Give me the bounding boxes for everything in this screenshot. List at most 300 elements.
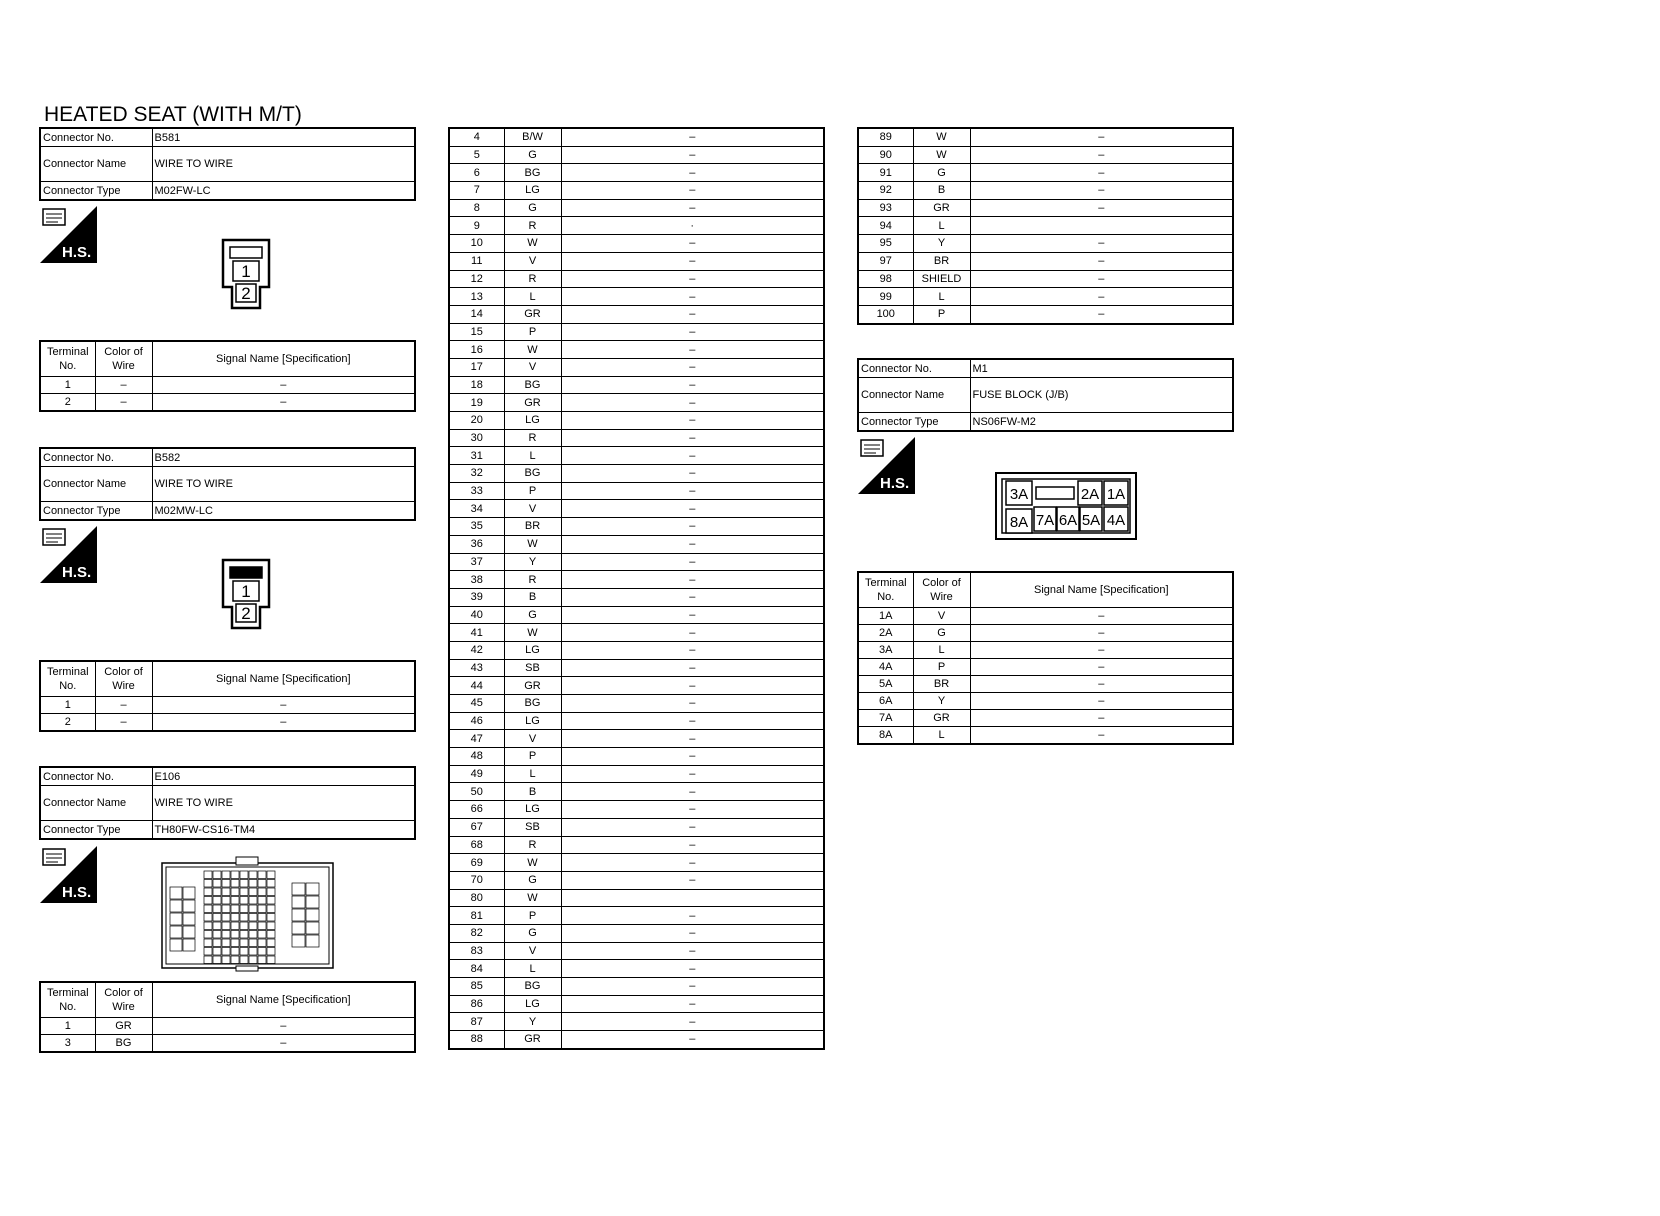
- connector-face-b581: [220, 237, 272, 311]
- wire-color: W: [504, 235, 561, 253]
- cavity: [249, 914, 257, 922]
- cavity: [240, 880, 248, 888]
- cavity: [258, 956, 266, 964]
- svg-text:2A: 2A: [1080, 486, 1100, 503]
- label-connector-no: Connector No.: [40, 767, 152, 786]
- table-row: [449, 235, 824, 253]
- terminal-no: 8A: [858, 727, 913, 745]
- cavity: [249, 939, 257, 947]
- table-row: [449, 695, 824, 713]
- header-color-of-wire: Color of Wire: [95, 661, 152, 697]
- cavity: [183, 887, 195, 899]
- signal-name: –: [561, 960, 824, 978]
- table-row: [858, 270, 1233, 288]
- wire-color: P: [504, 748, 561, 766]
- signal-name: –: [970, 128, 1233, 146]
- connector-name-value: FUSE BLOCK (J/B): [970, 378, 1233, 413]
- signal-name: –: [152, 1035, 415, 1053]
- terminal-no: 6: [449, 164, 504, 182]
- wire-color: GR: [95, 1018, 152, 1035]
- harness-side-icon: [858, 437, 915, 494]
- wire-color: Y: [504, 1013, 561, 1031]
- terminal-no: 69: [449, 854, 504, 872]
- connector-name-value: WIRE TO WIRE: [152, 467, 415, 502]
- signal-name: –: [561, 677, 824, 695]
- terminal-no: 94: [858, 217, 913, 235]
- header-signal-name: Signal Name [Specification]: [152, 982, 415, 1018]
- signal-name: ·: [561, 217, 824, 235]
- cavity: [222, 922, 230, 930]
- cavity: [231, 939, 239, 947]
- wire-color: GR: [504, 677, 561, 695]
- signal-name: –: [561, 394, 824, 412]
- wire-color: –: [95, 377, 152, 394]
- terminal-no: 31: [449, 447, 504, 465]
- connector-face-e106: [160, 855, 335, 972]
- cavity: [249, 880, 257, 888]
- table-row: [858, 199, 1233, 217]
- svg-text:H.S.: H.S.: [62, 564, 92, 581]
- signal-name: –: [561, 146, 824, 164]
- wire-color: B: [504, 783, 561, 801]
- terminal-no: 2: [40, 714, 95, 732]
- terminal-no: 92: [858, 182, 913, 200]
- table-row: [858, 128, 1233, 146]
- terminal-no: 12: [449, 270, 504, 288]
- wire-color: W: [504, 854, 561, 872]
- wire-color: GR: [913, 710, 970, 727]
- wire-color: Y: [913, 235, 970, 253]
- wire-color: L: [913, 217, 970, 235]
- terminal-no: 14: [449, 305, 504, 323]
- svg-text:1: 1: [241, 262, 251, 281]
- signal-name: –: [970, 676, 1233, 693]
- cavity: [306, 935, 319, 947]
- signal-name: –: [561, 571, 824, 589]
- signal-name: –: [561, 765, 824, 783]
- wire-color: L: [504, 447, 561, 465]
- wire-color: W: [913, 128, 970, 146]
- svg-text:H.S.: H.S.: [62, 884, 92, 901]
- terminal-no: 43: [449, 659, 504, 677]
- cavity: [231, 948, 239, 956]
- page-title: HEATED SEAT (WITH M/T): [44, 103, 302, 126]
- harness-side-icon: [40, 526, 97, 583]
- signal-name: –: [152, 697, 415, 714]
- cavity: [231, 880, 239, 888]
- cavity: [249, 948, 257, 956]
- label-connector-no: Connector No.: [40, 128, 152, 147]
- wire-color: W: [504, 889, 561, 907]
- label-connector-no: Connector No.: [858, 359, 970, 378]
- cavity: [222, 897, 230, 905]
- signal-name: [970, 217, 1233, 235]
- cavity: [258, 888, 266, 896]
- terminal-no: 2: [40, 394, 95, 412]
- header-terminal-no: Terminal No.: [40, 982, 95, 1018]
- terminal-no: 3: [40, 1035, 95, 1053]
- table-row: [449, 447, 824, 465]
- terminal-no: 20: [449, 412, 504, 430]
- svg-text:2: 2: [241, 284, 251, 303]
- signal-name: –: [970, 727, 1233, 745]
- table-row: [449, 128, 824, 146]
- wire-color: L: [913, 642, 970, 659]
- wire-color: LG: [504, 995, 561, 1013]
- cavity: [222, 948, 230, 956]
- cavity: [222, 931, 230, 939]
- table-row: [449, 659, 824, 677]
- table-row: [449, 624, 824, 642]
- terminal-no: 7: [449, 182, 504, 200]
- terminal-no: 36: [449, 535, 504, 553]
- table-row: [449, 199, 824, 217]
- terminal-no: 7A: [858, 710, 913, 727]
- table-row: [858, 625, 1233, 642]
- table-row: [449, 518, 824, 536]
- signal-name: –: [970, 146, 1233, 164]
- signal-name: –: [561, 836, 824, 854]
- cavity: [222, 956, 230, 964]
- signal-name: –: [561, 182, 824, 200]
- cavity: [222, 888, 230, 896]
- terminal-no: 90: [858, 146, 913, 164]
- cavity: [170, 913, 182, 925]
- svg-text:1A: 1A: [1106, 486, 1126, 503]
- signal-name: –: [970, 659, 1233, 676]
- table-row: [449, 341, 824, 359]
- cavity: [267, 880, 275, 888]
- table-row: [858, 235, 1233, 253]
- cavity: [222, 880, 230, 888]
- svg-text:2: 2: [241, 604, 251, 623]
- table-row: [449, 641, 824, 659]
- cavity: [267, 888, 275, 896]
- wire-color: BR: [913, 252, 970, 270]
- signal-name: –: [152, 1018, 415, 1035]
- wire-color: V: [504, 730, 561, 748]
- wire-color: V: [504, 358, 561, 376]
- signal-name: –: [561, 801, 824, 819]
- connector-no-value: E106: [152, 767, 415, 786]
- terminal-no: 4: [449, 128, 504, 146]
- wire-color: L: [913, 727, 970, 745]
- table-row: [449, 252, 824, 270]
- wire-color: G: [504, 924, 561, 942]
- wire-color: BG: [504, 164, 561, 182]
- terminal-no: 93: [858, 199, 913, 217]
- terminal-no: 1: [40, 1018, 95, 1035]
- signal-name: –: [561, 358, 824, 376]
- cavity: [267, 871, 275, 879]
- label-connector-name: Connector Name: [40, 786, 152, 821]
- cavity: [258, 880, 266, 888]
- cavity: [292, 883, 305, 895]
- wire-color: LG: [504, 182, 561, 200]
- wire-color: GR: [913, 199, 970, 217]
- cavity: [204, 939, 212, 947]
- table-row: [858, 305, 1233, 323]
- terminal-no: 1A: [858, 608, 913, 625]
- table-row: [449, 1031, 824, 1049]
- wire-color: SB: [504, 659, 561, 677]
- signal-name: –: [561, 500, 824, 518]
- cavity: [306, 909, 319, 921]
- signal-name: –: [152, 377, 415, 394]
- cavity: [258, 948, 266, 956]
- terminal-no: 38: [449, 571, 504, 589]
- table-row: [858, 710, 1233, 727]
- cavity: [306, 896, 319, 908]
- signal-name: –: [970, 235, 1233, 253]
- table-row: [449, 1013, 824, 1031]
- table-row: [858, 676, 1233, 693]
- cavity: [170, 887, 182, 899]
- wire-color: GR: [504, 394, 561, 412]
- signal-name: –: [561, 128, 824, 146]
- table-row: [449, 465, 824, 483]
- header-signal-name: Signal Name [Specification]: [152, 341, 415, 377]
- wire-color: BG: [95, 1035, 152, 1053]
- cavity: [213, 897, 221, 905]
- wire-color: G: [504, 146, 561, 164]
- signal-name: –: [561, 553, 824, 571]
- cavity: [213, 956, 221, 964]
- terminal-no: 88: [449, 1031, 504, 1049]
- terminal-no: 49: [449, 765, 504, 783]
- cavity: [306, 883, 319, 895]
- signal-name: –: [561, 323, 824, 341]
- signal-name: –: [561, 730, 824, 748]
- table-row: [858, 642, 1233, 659]
- harness-side-icon: [40, 206, 97, 263]
- table-row: [449, 164, 824, 182]
- terminal-no: 34: [449, 500, 504, 518]
- signal-name: –: [561, 270, 824, 288]
- cavity: [213, 905, 221, 913]
- cavity: [183, 913, 195, 925]
- cavity: [213, 888, 221, 896]
- header-signal-name: Signal Name [Specification]: [970, 572, 1233, 608]
- terminal-no: 82: [449, 924, 504, 942]
- signal-name: –: [561, 641, 824, 659]
- cavity: [267, 905, 275, 913]
- table-row: [449, 907, 824, 925]
- wire-color: GR: [504, 1031, 561, 1049]
- header-color-of-wire: Color of Wire: [95, 982, 152, 1018]
- table-row: [449, 358, 824, 376]
- cavity: [267, 914, 275, 922]
- table-row: [858, 727, 1233, 745]
- wire-color: R: [504, 836, 561, 854]
- cavity: [240, 905, 248, 913]
- terminal-no: 39: [449, 588, 504, 606]
- table-row: [858, 608, 1233, 625]
- signal-name: –: [970, 608, 1233, 625]
- wire-color: R: [504, 571, 561, 589]
- cavity: [231, 888, 239, 896]
- wire-color: L: [913, 288, 970, 306]
- cavity: [306, 922, 319, 934]
- cavity: [170, 900, 182, 912]
- signal-name: –: [561, 942, 824, 960]
- header-terminal-no: Terminal No.: [40, 341, 95, 377]
- wire-color: G: [913, 625, 970, 642]
- wire-color: R: [504, 429, 561, 447]
- wire-color: GR: [504, 305, 561, 323]
- connector-type-value: TH80FW-CS16-TM4: [152, 821, 415, 840]
- cavity: [204, 931, 212, 939]
- terminal-no: 19: [449, 394, 504, 412]
- signal-name: –: [970, 305, 1233, 323]
- cavity: [240, 914, 248, 922]
- terminal-no: 89: [858, 128, 913, 146]
- table-row: [449, 571, 824, 589]
- terminal-no: 9: [449, 217, 504, 235]
- wire-color: LG: [504, 801, 561, 819]
- label-connector-type: Connector Type: [40, 502, 152, 521]
- signal-name: –: [970, 199, 1233, 217]
- wire-color: P: [913, 305, 970, 323]
- signal-name: –: [561, 695, 824, 713]
- terminal-no: 35: [449, 518, 504, 536]
- header-signal-name: Signal Name [Specification]: [152, 661, 415, 697]
- signal-name: –: [561, 465, 824, 483]
- connector-no-value: M1: [970, 359, 1233, 378]
- terminal-no: 6A: [858, 693, 913, 710]
- cavity: [267, 948, 275, 956]
- terminal-no: 98: [858, 270, 913, 288]
- signal-name: –: [152, 714, 415, 732]
- table-row: [449, 146, 824, 164]
- table-row: [449, 482, 824, 500]
- signal-name: –: [561, 854, 824, 872]
- wire-color: Y: [504, 553, 561, 571]
- table-row: [449, 854, 824, 872]
- wire-color: BG: [504, 978, 561, 996]
- signal-name: –: [970, 182, 1233, 200]
- connector-no-value: B582: [152, 448, 415, 467]
- wire-color: BR: [913, 676, 970, 693]
- signal-name: –: [970, 642, 1233, 659]
- wire-color: LG: [504, 712, 561, 730]
- cavity: [240, 871, 248, 879]
- wire-color: P: [504, 482, 561, 500]
- wire-color: W: [504, 341, 561, 359]
- cavity: [170, 926, 182, 938]
- wire-color: R: [504, 270, 561, 288]
- connector-type-value: M02MW-LC: [152, 502, 415, 521]
- terminal-no: 16: [449, 341, 504, 359]
- terminal-no: 44: [449, 677, 504, 695]
- signal-name: –: [970, 625, 1233, 642]
- cavity: [267, 897, 275, 905]
- table-row: [858, 693, 1233, 710]
- signal-name: –: [561, 199, 824, 217]
- wire-color: SHIELD: [913, 270, 970, 288]
- label-connector-name: Connector Name: [858, 378, 970, 413]
- terminal-no: 42: [449, 641, 504, 659]
- wire-color: LG: [504, 641, 561, 659]
- terminal-table-m1: [857, 571, 1234, 745]
- wire-color: W: [504, 624, 561, 642]
- terminal-no: 3A: [858, 642, 913, 659]
- cavity: [204, 897, 212, 905]
- wire-color: Y: [913, 693, 970, 710]
- table-row: [449, 288, 824, 306]
- signal-name: –: [561, 341, 824, 359]
- table-row: [858, 659, 1233, 676]
- cavity: [240, 948, 248, 956]
- cavity: [170, 939, 182, 951]
- terminal-no: 46: [449, 712, 504, 730]
- cavity: [204, 956, 212, 964]
- connector-no-value: B581: [152, 128, 415, 147]
- table-row: [449, 270, 824, 288]
- terminal-no: 50: [449, 783, 504, 801]
- terminal-no: 84: [449, 960, 504, 978]
- wire-color: P: [504, 323, 561, 341]
- terminal-no: 67: [449, 818, 504, 836]
- cavity: [267, 931, 275, 939]
- terminal-no: 17: [449, 358, 504, 376]
- table-row: [449, 765, 824, 783]
- cavity: [213, 914, 221, 922]
- signal-name: –: [561, 412, 824, 430]
- signal-name: –: [561, 164, 824, 182]
- signal-name: –: [561, 376, 824, 394]
- cavity: [231, 922, 239, 930]
- svg-text:3A: 3A: [1009, 486, 1029, 503]
- wire-color: L: [504, 960, 561, 978]
- harness-side-icon: [40, 846, 97, 903]
- cavity: [258, 897, 266, 905]
- wire-color: P: [913, 659, 970, 676]
- connector-info-m1: [857, 358, 1234, 432]
- cavity: [249, 905, 257, 913]
- terminal-no: 2A: [858, 625, 913, 642]
- signal-name: –: [152, 394, 415, 412]
- svg-text:8A: 8A: [1009, 514, 1029, 531]
- table-row: [449, 677, 824, 695]
- wire-color: –: [95, 697, 152, 714]
- table-row: [449, 748, 824, 766]
- signal-name: [561, 889, 824, 907]
- wire-color: L: [504, 765, 561, 783]
- cavity: [231, 914, 239, 922]
- terminal-no: 95: [858, 235, 913, 253]
- signal-name: –: [970, 252, 1233, 270]
- wire-color: L: [504, 288, 561, 306]
- wire-color: V: [913, 608, 970, 625]
- cavity: [240, 922, 248, 930]
- wire-color: W: [913, 146, 970, 164]
- connector-name-value: WIRE TO WIRE: [152, 147, 415, 182]
- cavity: [249, 956, 257, 964]
- terminal-no: 66: [449, 801, 504, 819]
- table-row: [449, 412, 824, 430]
- wire-color: G: [504, 199, 561, 217]
- cavity: [183, 939, 195, 951]
- svg-text:5A: 5A: [1081, 512, 1101, 529]
- signal-name: –: [561, 588, 824, 606]
- table-row: [449, 535, 824, 553]
- cavity: [204, 905, 212, 913]
- cavity: [249, 922, 257, 930]
- table-row: [449, 500, 824, 518]
- terminal-no: 100: [858, 305, 913, 323]
- cavity: [267, 922, 275, 930]
